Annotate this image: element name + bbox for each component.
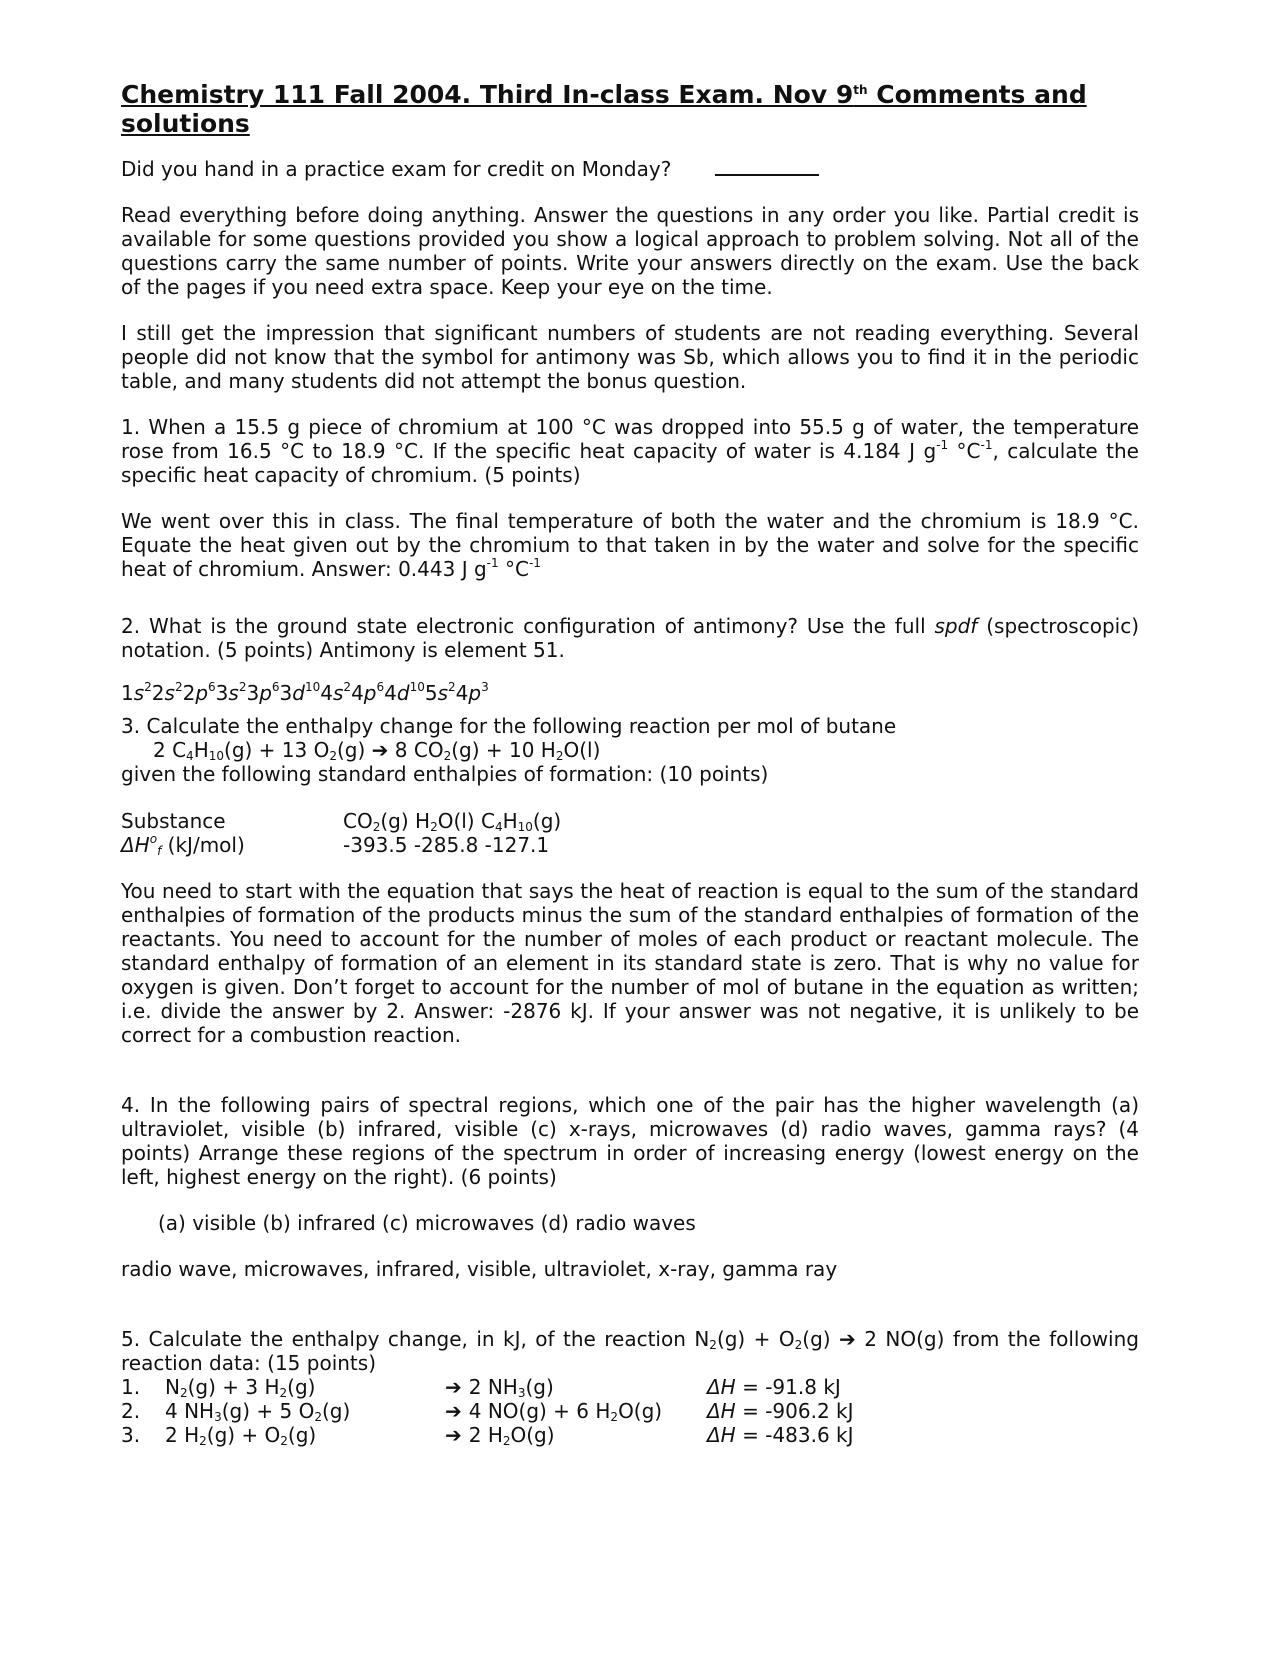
- practice-question: Did you hand in a practice exam for credit on Monday?: [121, 156, 1139, 181]
- orbital-electrons: 10: [304, 680, 321, 694]
- orbital-electrons: 2: [174, 680, 183, 694]
- orbital-electrons: 3: [481, 680, 489, 694]
- question-3-prompt: 3. Calculate the enthalpy change for the following reaction per mol of butane: [121, 714, 897, 738]
- reaction-arrow-icon: ➔: [445, 1375, 469, 1399]
- reaction-number: 3.: [121, 1423, 141, 1447]
- orbital-number: 3: [279, 681, 293, 705]
- table-values: -393.5 -285.8 -127.1: [343, 833, 550, 857]
- orbital-number: 3: [215, 681, 229, 705]
- question-3-equation: 2 $C_4H_{10}(g) + 13$ $O_2(g)$ ➔ 8 $CO_2(g) + 10$ $H_2O(l)$: [153, 738, 601, 763]
- reaction-enthalpy: ΔH = -483.6 kJ: [707, 1423, 854, 1447]
- reaction-products: ➔ 2 $NH_3(g)$: [445, 1375, 554, 1400]
- orbital-electrons: 6: [271, 680, 280, 694]
- question-5: 5. Calculate the enthalpy change, in kJ, of the reaction $N_2(g) + O_2(g)$ ➔ 2 NO(g) from the following reaction data: (15 points): [121, 1327, 1139, 1375]
- reaction-reactants: 4 $NH_3(g) + 5$ $O_2(g)$: [165, 1399, 351, 1424]
- orbital-number: 4: [320, 681, 333, 705]
- answer-1: We went over this in class. The final temperature of both the water and the chromium is 18.9 °C. Equate the heat given out by the chromium to that taken in by the water and solve for the specific heat of chromium. Answer: 0.443 J $g^{-1}$ $^\circ C^{-1}$: [121, 509, 1139, 581]
- question-2: 2. What is the ground state electronic configuration of antimony? Use the full spdf (spectroscopic) notation. (5 points) Antimony is element 51.: [121, 614, 1140, 662]
- orbital-number: 4: [455, 681, 469, 705]
- orbital-electrons: 10: [409, 680, 425, 694]
- table-row: [121, 833, 561, 857]
- orbital-letter: p: [363, 681, 377, 705]
- orbital-letter: s: [133, 681, 145, 705]
- question-3: [121, 714, 1139, 786]
- answer-blank[interactable]: [715, 156, 819, 176]
- table-header-values: $CO_2(g)$ $H_2O(l)$ $C_4H_{10}(g)$: [343, 809, 562, 834]
- orbital-electrons: 2: [238, 680, 247, 694]
- enthalpy-table: [121, 809, 561, 857]
- orbital-letter: p: [259, 681, 272, 705]
- reaction-reactants: 2 $H_2(g) + O_2(g)$: [165, 1423, 317, 1448]
- reaction-products: ➔ 4 NO(g) + 6 $H_2O(g)$: [445, 1399, 663, 1424]
- orbital-letter: p: [468, 681, 482, 705]
- reaction-arrow-icon: ➔: [445, 1399, 469, 1423]
- orbital-electrons: 2: [343, 680, 352, 694]
- reaction-row: [121, 1399, 854, 1423]
- answer-4-order: radio wave, microwaves, infrared, visible, ultraviolet, x-ray, gamma ray: [121, 1257, 838, 1281]
- orbital-number: 1: [121, 681, 134, 705]
- orbital-number: 2: [151, 681, 165, 705]
- orbital-number: 5: [424, 681, 438, 705]
- table-label: Substance: [121, 809, 226, 833]
- orbital-electrons: 2: [144, 680, 152, 694]
- orbital-letter: s: [437, 681, 449, 705]
- reaction-row: [121, 1375, 854, 1399]
- orbital-number: 4: [351, 681, 364, 705]
- orbital-letter: s: [228, 681, 239, 705]
- reaction-arrow-icon: ➔: [371, 738, 389, 762]
- answer-4-pairs: (a) visible (b) infrared (c) microwaves (d) radio waves: [158, 1211, 696, 1235]
- orbital-number: 3: [246, 681, 260, 705]
- table-label: $\Delta H^o_f$ (kJ/mol): [121, 832, 245, 858]
- reaction-data-table: [121, 1375, 854, 1447]
- orbital-electrons: 2: [448, 680, 456, 694]
- orbital-electrons: 6: [208, 680, 216, 694]
- reaction-products: ➔ 2 $H_2O(g)$: [445, 1423, 555, 1448]
- orbital-electrons: 6: [376, 680, 385, 694]
- impression-note: I still get the impression that significant numbers of students are not reading everything. Several people did not know that the symbol for antimony was Sb, which allows you to find it in the periodic table, and many students did not attempt the bonus question.: [121, 321, 1139, 393]
- question-1: 1. When a 15.5 g piece of chromium at 100 °C was dropped into 55.5 g of water, the temperature rose from 16.5 °C to 18.9 °C. If the specific heat capacity of water is 4.184 J $g^{-1}$ $^\circ C^{-1}$, calculate the specific heat capacity of chromium. (5 points): [121, 415, 1139, 487]
- question-3-given: given the following standard enthalpies of formation: (10 points): [121, 762, 769, 786]
- exam-page: [121, 80, 1139, 1447]
- reaction-arrow-icon: ➔: [445, 1423, 469, 1447]
- answer-3: You need to start with the equation that says the heat of reaction is equal to the sum of the standard enthalpies of formation of the products minus the sum of the standard enthalpies of formation of the reactants. You need to account for the number of moles of each product or reactant molecule. The standard enthalpy of formation of an element in its standard state is zero. That is why no value for oxygen is given. Don’t forget to account for the number of mol of butane in the equation as written; i.e. divide the answer by 2. Answer: -2876 kJ. If your answer was not negative, it is unlikely to be correct for a combustion reaction.: [121, 879, 1139, 1047]
- orbital-letter: p: [195, 681, 209, 705]
- orbital-number: 4: [384, 681, 397, 705]
- orbital-letter: d: [396, 681, 410, 705]
- orbital-letter: s: [333, 681, 344, 705]
- table-row: [121, 809, 561, 833]
- electron-configuration: [121, 681, 1139, 705]
- page-title: Chemistry 111 Fall 2004. Third In-class Exam. Nov 9th Comments and solutions: [121, 80, 1087, 138]
- orbital-letter: s: [164, 681, 175, 705]
- reaction-arrow-icon: ➔: [839, 1327, 856, 1351]
- reaction-reactants: $N_2(g) + 3$ $H_2(g)$: [165, 1375, 316, 1400]
- orbital-number: 2: [182, 681, 196, 705]
- reaction-number: 1.: [121, 1375, 141, 1399]
- orbital-letter: d: [292, 681, 305, 705]
- reaction-enthalpy: ΔH = -91.8 kJ: [707, 1375, 841, 1399]
- instructions: Read everything before doing anything. Answer the questions in any order you like. Partial credit is available for some questions provided you show a logical approach to problem solving. Not all of the questions carry the same number of points. Write your answers directly on the exam. Use the back of the pages if you need extra space. Keep your eye on the time.: [121, 203, 1139, 299]
- question-4: 4. In the following pairs of spectral regions, which one of the pair has the higher wavelength (a) ultraviolet, visible (b) infrared, visible (c) x-rays, microwaves (d) radio waves, gamma rays? (4 points) Arrange these regions of the spectrum in order of increasing energy (lowest energy on the left, highest energy on the right). (6 points): [121, 1093, 1139, 1189]
- reaction-row: [121, 1423, 854, 1447]
- reaction-number: 2.: [121, 1399, 141, 1423]
- reaction-enthalpy: ΔH = -906.2 kJ: [707, 1399, 854, 1423]
